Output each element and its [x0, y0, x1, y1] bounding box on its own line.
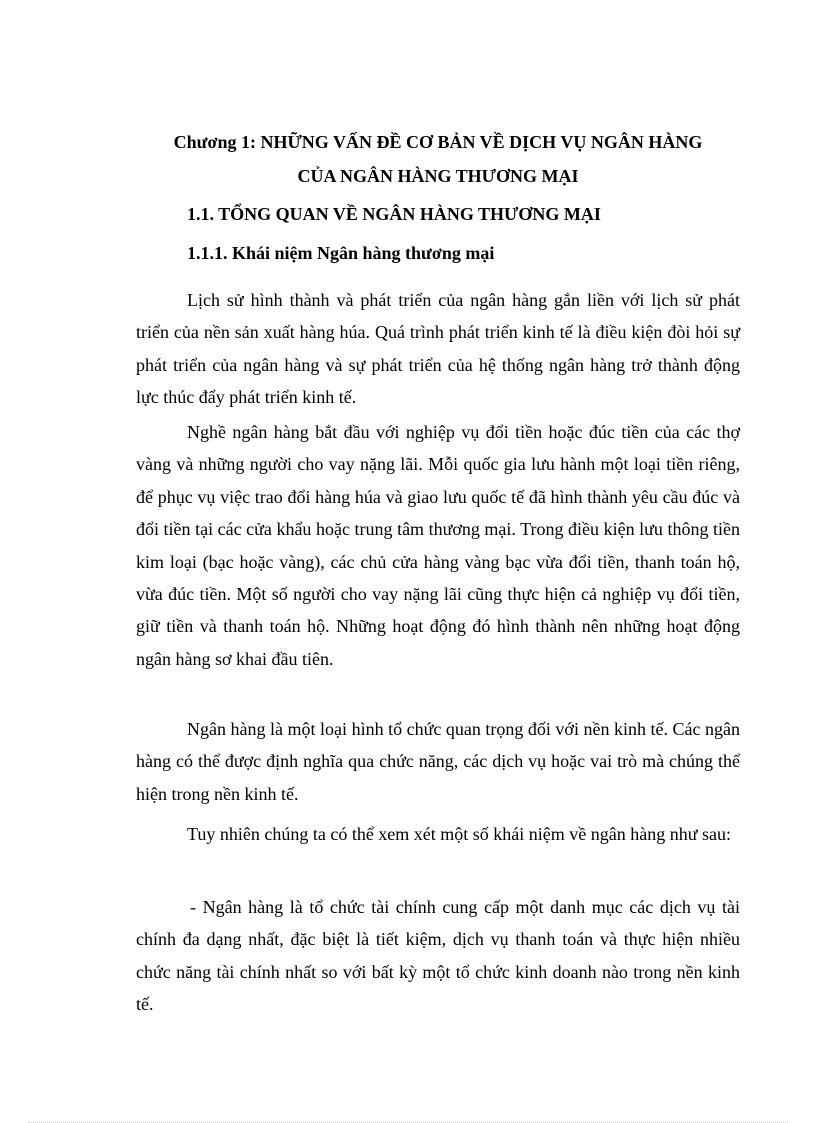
subsection-heading: 1.1.1. Khái niệm Ngân hàng thương mại — [187, 243, 495, 263]
chapter-title-line-1: Chương 1: NHỮNG VẤN ĐỀ CƠ BẢN VỀ DỊCH VỤ NGÂN HÀNG — [173, 132, 703, 152]
paragraph-history: Lịch sử hình thành và phát triển của ngân hàng gắn liền với lịch sử phát triển của nền sản xuất hàng húa. Quá trình phát triển kinh tế là điều kiện đòi hỏi sự phát triển của ngân hàng và sự phát triển của hệ thống ngân hàng trở thành động lực thúc đẩy phát triển kinh tế. — [136, 290, 740, 408]
chapter-title-line-2: CỦA NGÂN HÀNG THƯƠNG MẠI — [297, 166, 579, 186]
paragraph-origins: Nghề ngân hàng bắt đầu với nghiệp vụ đổi tiền hoặc đúc tiền của các thợ vàng và những người cho vay nặng lãi. Mỗi quốc gia lưu hành một loại tiền riêng, để phục vụ việc trao đổi hàng húa và giao lưu quốc tế đã hình thành yêu cầu đúc và đổi tiền tại các cửa khẩu hoặc trung tâm thương mại. Trong điều kiện lưu thông tiền kim loại (bạc hoặc vàng), các chủ cửa hàng vàng bạc vừa đổi tiền, thanh toán hộ, vừa đúc tiền. Một số người cho vay nặng lãi cũng thực hiện cả nghiệp vụ đổi tiền, giữ tiền và thanh toán hộ. Những hoạt động đó hình thành nên những hoạt động ngân hàng sơ khai đầu tiên. — [136, 422, 740, 669]
paragraph-concept-1: - Ngân hàng là tổ chức tài chính cung cấp một danh mục các dịch vụ tài chính đa dạng nhất, đặc biệt là tiết kiệm, dịch vụ thanh toán và thực hiện nhiều chức năng tài chính nhất so với bất kỳ một tổ chức kinh doanh nào trong nền kinh tế. — [136, 897, 740, 1015]
paragraph-concepts-intro: Tuy nhiên chúng ta có thể xem xét một số khái niệm về ngân hàng như sau: — [187, 824, 731, 844]
section-heading: 1.1. TỔNG QUAN VỀ NGÂN HÀNG THƯƠNG MẠI — [187, 204, 601, 224]
paragraph-definition: Ngân hàng là một loại hình tổ chức quan trọng đối với nền kinh tế. Các ngân hàng có thể được định nghĩa qua chức năng, các dịch vụ hoặc vai trò mà chúng thể hiện trong nền kinh tế. — [136, 719, 740, 804]
chapter-title — [120, 125, 756, 193]
